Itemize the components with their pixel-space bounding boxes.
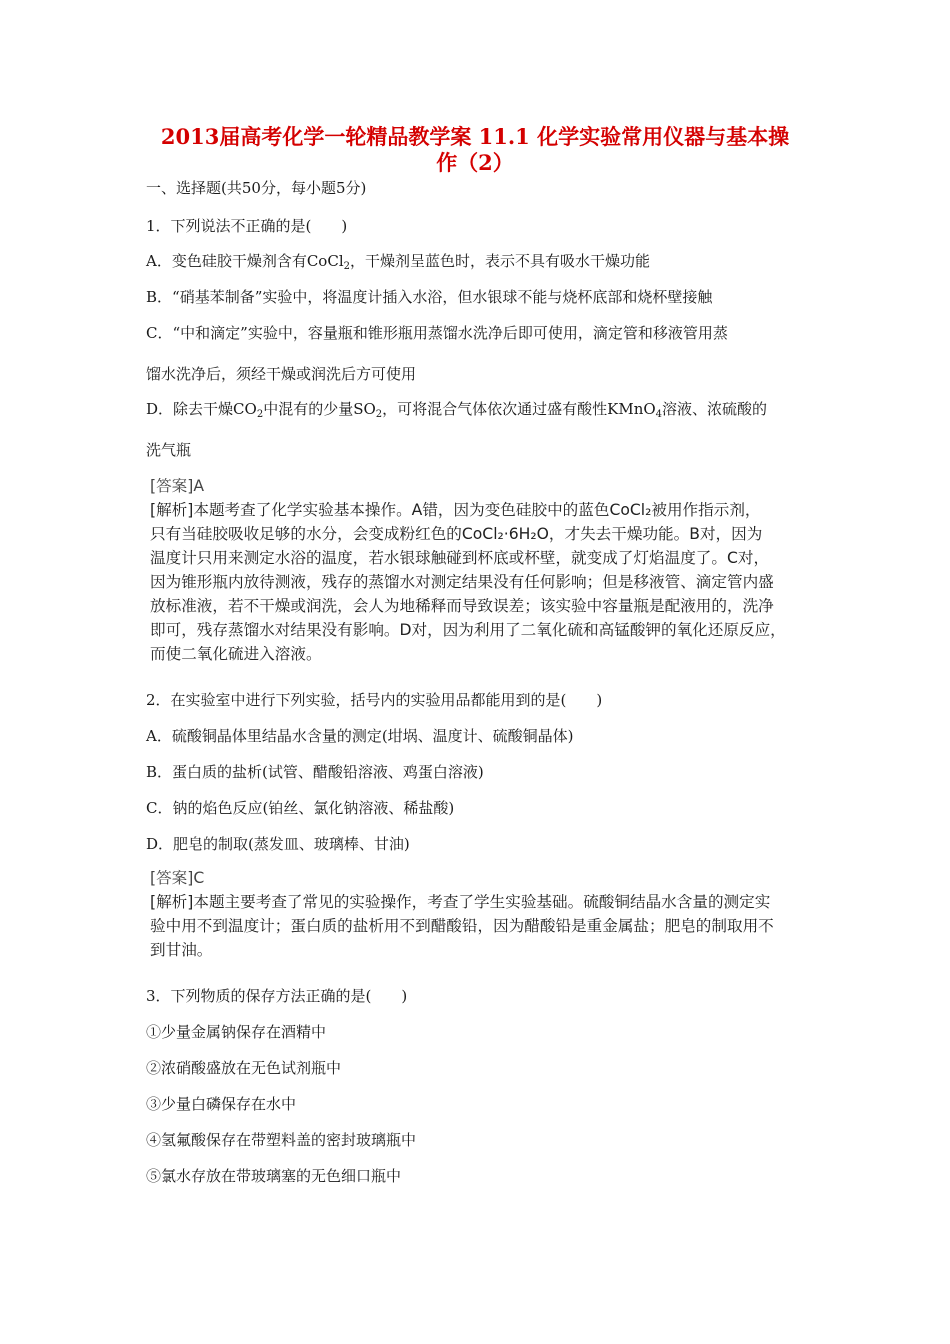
q1-answer: [答案]A xyxy=(150,477,205,495)
q3-item: ②浓硝酸盛放在无色试剂瓶中 xyxy=(146,1059,342,1077)
q1-explain-line: 因为锥形瓶内放待测液，残存的蒸馏水对测定结果没有任何影响；但是移液管、滴定管内盛 xyxy=(150,573,774,591)
q2-option-a: A．硫酸铜晶体里结晶水含量的测定(坩埚、温度计、硫酸铜晶体) xyxy=(146,727,574,745)
q1-explain-line: 即可，残存蒸馏水对结果没有影响。D对，因为利用了二氧化硫和高锰酸钾的氧化还原反应， xyxy=(150,621,786,639)
q1-option-c-line1: C．“中和滴定”实验中，容量瓶和锥形瓶用蒸馏水洗净后即可使用，滴定管和移液管用蒸 xyxy=(146,324,728,342)
q1-stem: 1．下列说法不正确的是( ) xyxy=(146,217,348,235)
q1-option-b: B．“硝基苯制备”实验中，将温度计插入水浴，但水银球不能与烧杯底部和烧杯壁接触 xyxy=(146,288,713,306)
q1-d-text-1: D．除去干燥CO xyxy=(146,400,257,418)
q1-explain-line: 放标准液，若不干燥或润洗，会人为地稀释而导致误差；该实验中容量瓶是配液用的，洗净 xyxy=(150,597,774,615)
document-title xyxy=(130,124,820,176)
q1-a-subscript: 2 xyxy=(343,261,350,272)
q1-a-text-2: ，干燥剂呈蓝色时，表示不具有吸水干燥功能 xyxy=(350,252,651,270)
q2-option-d: D．肥皂的制取(蒸发皿、玻璃棒、甘油) xyxy=(146,835,410,853)
q2-answer: [答案]C xyxy=(150,869,205,887)
q1-explain-line: 只有当硅胶吸收足够的水分，会变成粉红色的CoCl₂·6H₂O，才失去干燥功能。B对，因为 xyxy=(150,525,763,543)
q1-option-d-line2: 洗气瓶 xyxy=(146,441,192,459)
q2-answer-block xyxy=(150,866,820,962)
q3-item: ③少量白磷保存在水中 xyxy=(146,1095,297,1113)
title-line-1: 2013届高考化学一轮精品教学案 11.1 化学实验常用仪器与基本操 xyxy=(160,124,790,149)
q2-explain-line: 验中用不到温度计；蛋白质的盐析用不到醋酸铅，因为醋酸铅是重金属盐；肥皂的制取用不 xyxy=(150,917,774,935)
q2-option-b: B．蛋白质的盐析(试管、醋酸铅溶液、鸡蛋白溶液) xyxy=(146,763,484,781)
q2-explain-line: 到甘油。 xyxy=(150,941,213,959)
q1-d-text-4: 溶液、浓硫酸的 xyxy=(662,400,768,418)
q1-a-text: A．变色硅胶干燥剂含有CoCl xyxy=(146,252,344,270)
q3-item: ⑤氯水存放在带玻璃塞的无色细口瓶中 xyxy=(146,1167,402,1185)
q1-d-sub-3: 4 xyxy=(655,409,663,420)
q3-item: ④氢氟酸保存在带塑料盖的密封玻璃瓶中 xyxy=(146,1131,417,1149)
q1-explain-line: 温度计只用来测定水浴的温度，若水银球触碰到杯底或杯壁，就变成了灯焰温度了。C对， xyxy=(150,549,770,567)
q1-answer-block xyxy=(150,474,820,666)
q1-d-sub-1: 2 xyxy=(256,409,264,420)
q1-explain-line: [解析]本题考查了化学实验基本操作。A错，因为变色硅胶中的蓝色CoCl₂被用作指示剂， xyxy=(150,501,761,519)
q2-option-c: C．钠的焰色反应(铂丝、氯化钠溶液、稀盐酸) xyxy=(146,799,455,817)
q1-option-c-line2: 馏水洗净后，须经干燥或润洗后方可使用 xyxy=(146,365,417,383)
q1-d-text-2: 中混有的少量SO xyxy=(263,400,376,418)
q1-d-sub-2: 2 xyxy=(375,409,383,420)
section-heading: 一、选择题(共50分，每小题5分) xyxy=(146,179,367,197)
q1-option-d xyxy=(146,399,767,425)
q1-option-a xyxy=(146,251,650,277)
q1-d-text-3: ，可将混合气体依次通过盛有酸性KMnO xyxy=(382,400,656,418)
q2-stem: 2．在实验室中进行下列实验，括号内的实验用品都能用到的是( ) xyxy=(146,691,603,709)
q2-explain-line: [解析]本题主要考查了常见的实验操作，考查了学生实验基础。硫酸铜结晶水含量的测定实 xyxy=(150,893,771,911)
title-line-2: 作（2） xyxy=(436,150,514,175)
q3-stem: 3．下列物质的保存方法正确的是( ) xyxy=(146,987,408,1005)
q3-item: ①少量金属钠保存在酒精中 xyxy=(146,1023,327,1041)
q1-explain-line: 而使二氧化硫进入溶液。 xyxy=(150,645,322,663)
